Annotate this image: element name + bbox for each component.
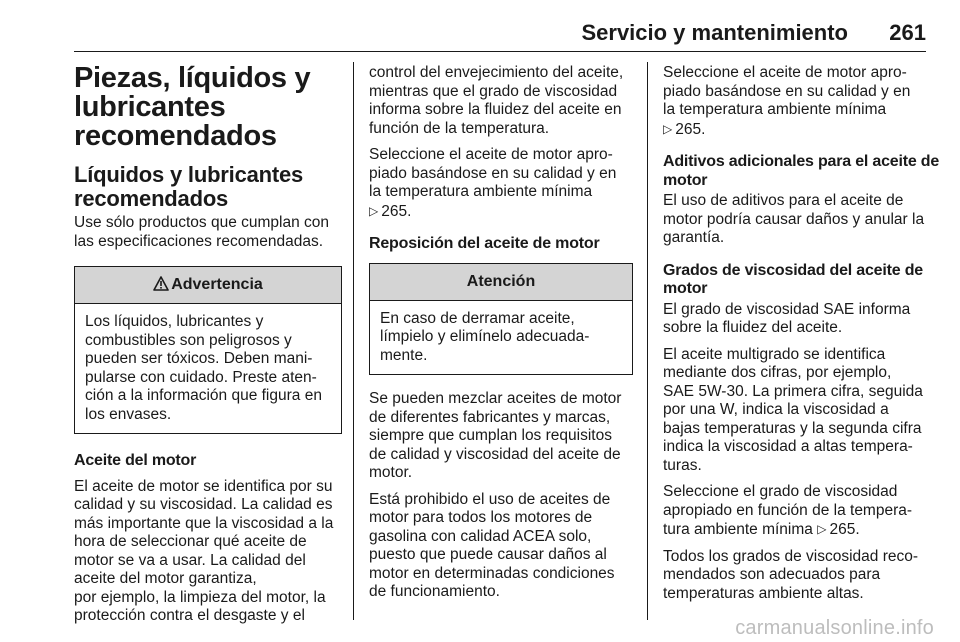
text-line: calidad y su viscosidad. La calidad es xyxy=(74,496,333,513)
subtitle-line: Líquidos y lubricantes xyxy=(74,162,304,187)
column-3 xyxy=(663,64,940,611)
text-line: SAE 5W-30. La primera cifra, seguida xyxy=(663,382,923,400)
arrow-right-icon: ▷ xyxy=(663,121,673,136)
paragraph xyxy=(663,64,929,139)
text-fragment: tura ambiente mínima xyxy=(663,521,813,538)
warning-triangle-icon xyxy=(153,269,169,305)
text-line: garantía. xyxy=(663,229,725,246)
viscosity-heading xyxy=(663,262,929,299)
oil-paragraph xyxy=(74,478,342,626)
paragraph xyxy=(663,301,929,338)
text-line: Está prohibido el uso de aceites de xyxy=(369,490,611,508)
subtitle xyxy=(74,163,342,211)
section-title: Servicio y mantenimiento xyxy=(581,20,848,45)
paragraph xyxy=(663,192,929,248)
warning-header xyxy=(75,267,341,304)
header-rule xyxy=(74,51,926,52)
paragraph xyxy=(663,346,929,476)
text-line: Los líquidos, lubricantes y xyxy=(85,313,264,330)
page-header xyxy=(74,18,926,52)
text-line: mendados son adecuados para xyxy=(663,566,881,583)
text-line: Todos los grados de viscosidad reco- xyxy=(663,547,919,565)
text-line: hora de seleccionar qué aceite de xyxy=(74,533,307,550)
text-line: motor. xyxy=(369,464,413,481)
text-line: Se pueden mezclar aceites de motor xyxy=(369,390,622,407)
main-title xyxy=(74,64,342,151)
text-line: gasolina con calidad ACEA solo, xyxy=(369,527,592,545)
paragraph xyxy=(369,390,633,483)
text-line: de calidad y viscosidad del aceite de xyxy=(369,445,621,463)
column-1 xyxy=(74,64,342,634)
text-line: Seleccione el aceite de motor apro- xyxy=(369,146,613,163)
text-line: motor se va a usar. La calidad del xyxy=(74,551,306,569)
text-line: pueden ser tóxicos. Deben mani- xyxy=(85,350,313,367)
text-line: El aceite de motor se identifica por su xyxy=(74,477,333,495)
text-line: En caso de derramar aceite, xyxy=(380,309,575,327)
refill-heading: Reposición del aceite de motor xyxy=(369,235,600,252)
text-line: los envases. xyxy=(85,405,172,423)
paragraph xyxy=(663,548,929,604)
heading-line: motor xyxy=(663,280,708,297)
text-line: motor para todos los motores de xyxy=(369,509,593,526)
text-line: Use sólo productos que cumplan con xyxy=(74,214,330,231)
text-line: límpielo y elimínelo adecuada- xyxy=(380,328,590,345)
intro-paragraph xyxy=(74,214,342,251)
text-line: apropiado en función de la tempera- xyxy=(663,501,913,519)
main-title-line: recomendados xyxy=(74,120,277,152)
text-line: por una W, indica la viscosidad a xyxy=(663,401,889,418)
column-2 xyxy=(369,64,633,610)
text-line: temperaturas ambiente altas. xyxy=(663,584,864,602)
text-line: aceite del motor garantiza, xyxy=(74,570,257,587)
arrow-right-icon: ▷ xyxy=(369,203,379,218)
text-line: puesto que puede causar daños al xyxy=(369,546,607,563)
text-line: El uso de aditivos para el aceite de xyxy=(663,192,904,209)
watermark: carmanualsonline.info xyxy=(735,617,934,639)
additives-heading xyxy=(663,153,940,190)
heading-line: Aditivos adicionales para el aceite de xyxy=(663,153,940,170)
page-reference[interactable]: 265. xyxy=(381,202,412,220)
warning-body xyxy=(75,304,341,433)
text-line: El aceite multigrado se identifica xyxy=(663,345,886,363)
text-line: ción a la información que figura en xyxy=(85,387,322,404)
warning-title: Advertencia xyxy=(171,276,263,293)
text-line: de diferentes fabricantes y marcas, xyxy=(369,408,611,426)
text-line: la temperatura ambiente mínima xyxy=(369,183,593,200)
heading-line: Grados de viscosidad del aceite de xyxy=(663,261,923,279)
text-line: piado basándose en su calidad y en xyxy=(369,164,617,182)
paragraph xyxy=(663,483,929,540)
text-line: de funcionamiento. xyxy=(369,583,500,600)
text-line: por ejemplo, la limpieza del motor, la xyxy=(74,588,326,606)
text-line: piado basándose en su calidad y en xyxy=(663,82,911,100)
attention-header: Atención xyxy=(370,264,632,301)
text-line: control del envejecimiento del aceite, xyxy=(369,64,624,81)
text-line: mientras que el grado de viscosidad xyxy=(369,82,618,100)
paragraph xyxy=(369,491,633,602)
column-divider-1 xyxy=(353,62,354,620)
text-line: Seleccione el grado de viscosidad xyxy=(663,483,898,500)
text-line: más importante que la viscosidad a la xyxy=(74,514,334,532)
main-title-line: Piezas, líquidos y xyxy=(74,62,311,94)
text-line: protección contra el desgaste y el xyxy=(74,607,305,624)
column-divider-2 xyxy=(647,62,648,620)
text-line: informa sobre la fluidez del aceite en xyxy=(369,101,622,118)
text-line: bajas temperaturas y la segunda cifra xyxy=(663,419,922,437)
text-line: mente. xyxy=(380,346,428,364)
main-title-line: lubricantes xyxy=(74,91,226,123)
attention-body xyxy=(370,301,632,375)
page-reference[interactable]: 265. xyxy=(675,120,706,138)
page-reference[interactable]: 265. xyxy=(829,521,860,538)
warning-box xyxy=(74,266,342,434)
xref-line[interactable] xyxy=(663,120,929,140)
text-line: motor podría causar daños y anular la xyxy=(663,210,925,228)
text-line: las especificaciones recomendadas. xyxy=(74,232,323,250)
text-line: Seleccione el aceite de motor apro- xyxy=(663,64,907,81)
arrow-right-icon: ▷ xyxy=(817,522,827,536)
text-line: El grado de viscosidad SAE informa xyxy=(663,300,911,318)
xref-line[interactable] xyxy=(369,202,633,222)
text-line xyxy=(663,520,929,540)
text-line: sobre la fluidez del aceite. xyxy=(663,319,843,336)
subtitle-line: recomendados xyxy=(74,186,229,211)
paragraph xyxy=(369,64,633,138)
text-line: siempre que cumplan los requisitos xyxy=(369,427,612,444)
oil-heading: Aceite del motor xyxy=(74,452,197,469)
attention-box xyxy=(369,263,633,376)
heading-line: motor xyxy=(663,171,708,189)
text-line: indica la viscosidad a altas tempera- xyxy=(663,438,913,455)
text-line: mediante dos cifras, por ejemplo, xyxy=(663,364,892,381)
text-line: la temperatura ambiente mínima xyxy=(663,101,887,118)
text-line: motor en determinadas condiciones xyxy=(369,564,615,582)
text-line: pularse con cuidado. Preste aten- xyxy=(85,368,317,386)
page-number: 261 xyxy=(889,20,926,45)
text-line: función de la temperatura. xyxy=(369,119,550,137)
text-line: turas. xyxy=(663,456,702,474)
paragraph xyxy=(369,146,633,221)
text-line: combustibles son peligrosos y xyxy=(85,331,292,349)
